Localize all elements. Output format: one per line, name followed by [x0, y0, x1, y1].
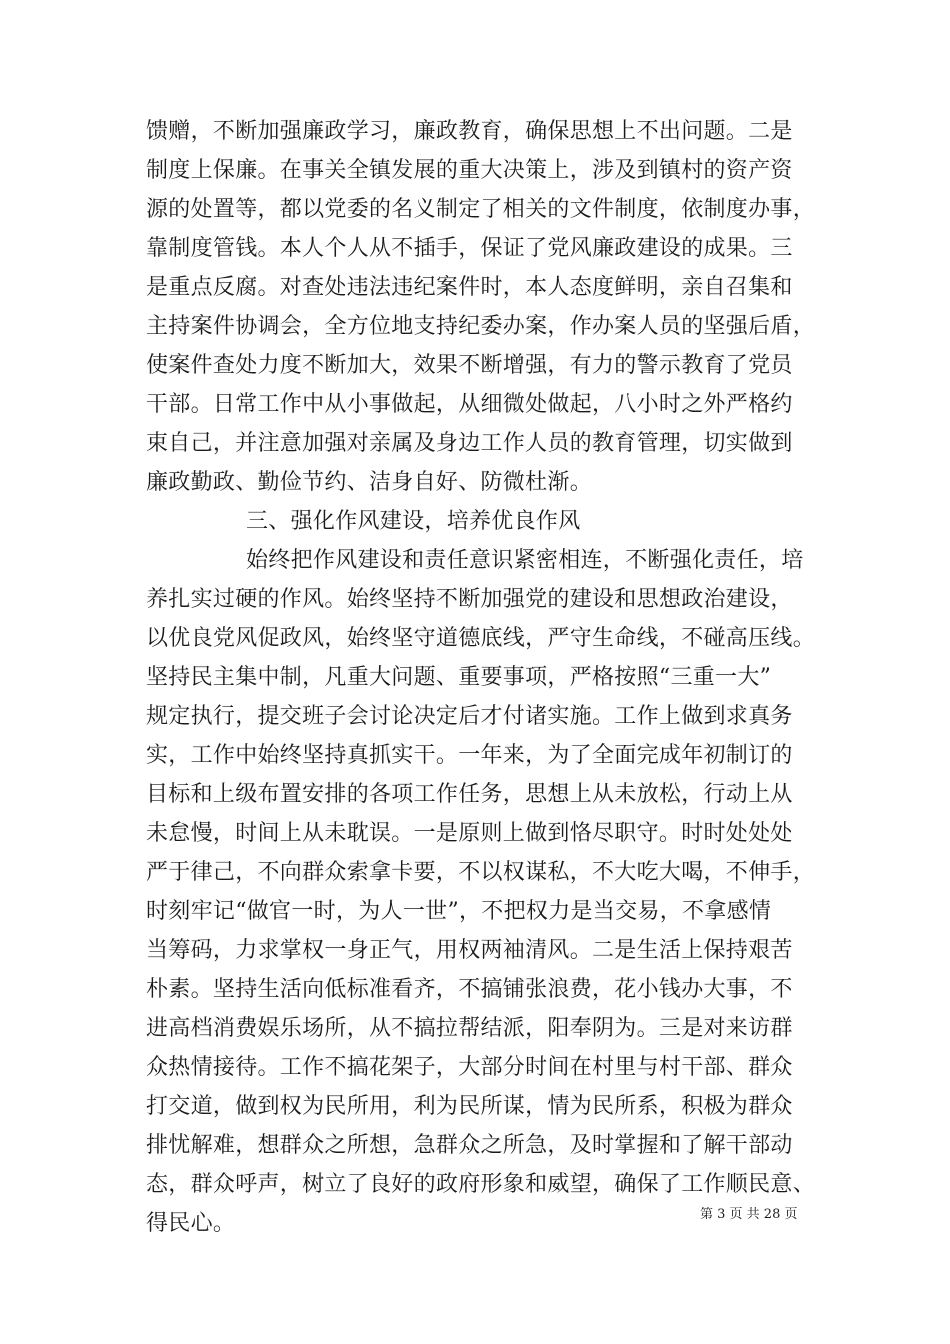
text-line: 源的处置等，都以党委的名义制定了相关的文件制度，依制度办事，	[146, 197, 816, 222]
text-line: 使案件查处力度不断加大，效果不断增强，有力的警示教育了党员	[146, 353, 793, 378]
body-text	[146, 112, 826, 1243]
text-line: 得民心。	[146, 1211, 236, 1236]
text-line: 馈赠，不断加强廉政学习，廉政教育，确保思想上不出问题。二是	[146, 119, 793, 144]
text-line: 束自己，并注意加强对亲属及身边工作人员的教育管理，切实做到	[146, 431, 793, 456]
text-line: 众热情接待。工作不搞花架子，大部分时间在村里与村干部、群众	[146, 1055, 793, 1080]
text-line: 以优良党风促政风，始终坚守道德底线，严守生命线，不碰高压线。	[146, 626, 816, 651]
page-number: 第 3 页 共 28 页	[700, 1207, 798, 1222]
text-line: 朴素。坚持生活向低标准看齐，不搞铺张浪费，花小钱办大事，不	[146, 977, 793, 1002]
text-line: 养扎实过硬的作风。始终坚持不断加强党的建设和思想政治建设，	[146, 587, 793, 612]
text-line: 未怠慢，时间上从未耽误。一是原则上做到恪尽职守。时时处处处	[146, 821, 793, 846]
text-line: 坚持民主集中制，凡重大问题、重要事项，严格按照“三重一大”	[146, 665, 772, 690]
text-line: 当筹码，力求掌权一身正气，用权两袖清风。二是生活上保持艰苦	[146, 938, 793, 963]
section-heading: 三、强化作风建设，培养优良作风	[246, 509, 581, 534]
text-line: 排忧解难，想群众之所想，急群众之所急，及时掌握和了解干部动	[146, 1133, 793, 1158]
text-line: 严于律己，不向群众索拿卡要，不以权谋私，不大吃大喝，不伸手，	[146, 860, 816, 885]
text-line: 进高档消费娱乐场所，从不搞拉帮结派，阳奉阴为。三是对来访群	[146, 1016, 793, 1041]
text-line: 廉政勤政、勤俭节约、洁身自好、防微杜渐。	[146, 470, 593, 495]
text-line: 干部。日常工作中从小事做起，从细微处做起，八小时之外严格约	[146, 392, 793, 417]
text-line: 靠制度管钱。本人个人从不插手，保证了党风廉政建设的成果。三	[146, 236, 793, 261]
text-line: 规定执行，提交班子会讨论决定后才付诸实施。工作上做到求真务	[146, 704, 793, 729]
text-line: 实，工作中始终坚持真抓实干。一年来，为了全面完成年初制订的	[146, 743, 793, 768]
text-line: 是重点反腐。对查处违法违纪案件时，本人态度鲜明，亲自召集和	[146, 275, 793, 300]
text-line: 打交道，做到权为民所用，利为民所谋，情为民所系，积极为群众	[146, 1094, 793, 1119]
text-line: 制度上保廉。在事关全镇发展的重大决策上，涉及到镇村的资产资	[146, 158, 793, 183]
text-line: 态，群众呼声，树立了良好的政府形象和威望，确保了工作顺民意、	[146, 1172, 816, 1197]
text-line: 目标和上级布置安排的各项工作任务，思想上从未放松，行动上从	[146, 782, 793, 807]
text-line: 时刻牢记“做官一时，为人一世”，不把权力是当交易，不拿感情	[146, 899, 772, 924]
paragraph-first-line: 始终把作风建设和责任意识紧密相连，不断强化责任，培	[246, 548, 804, 573]
text-line: 主持案件协调会，全方位地支持纪委办案，作办案人员的坚强后盾，	[146, 314, 816, 339]
